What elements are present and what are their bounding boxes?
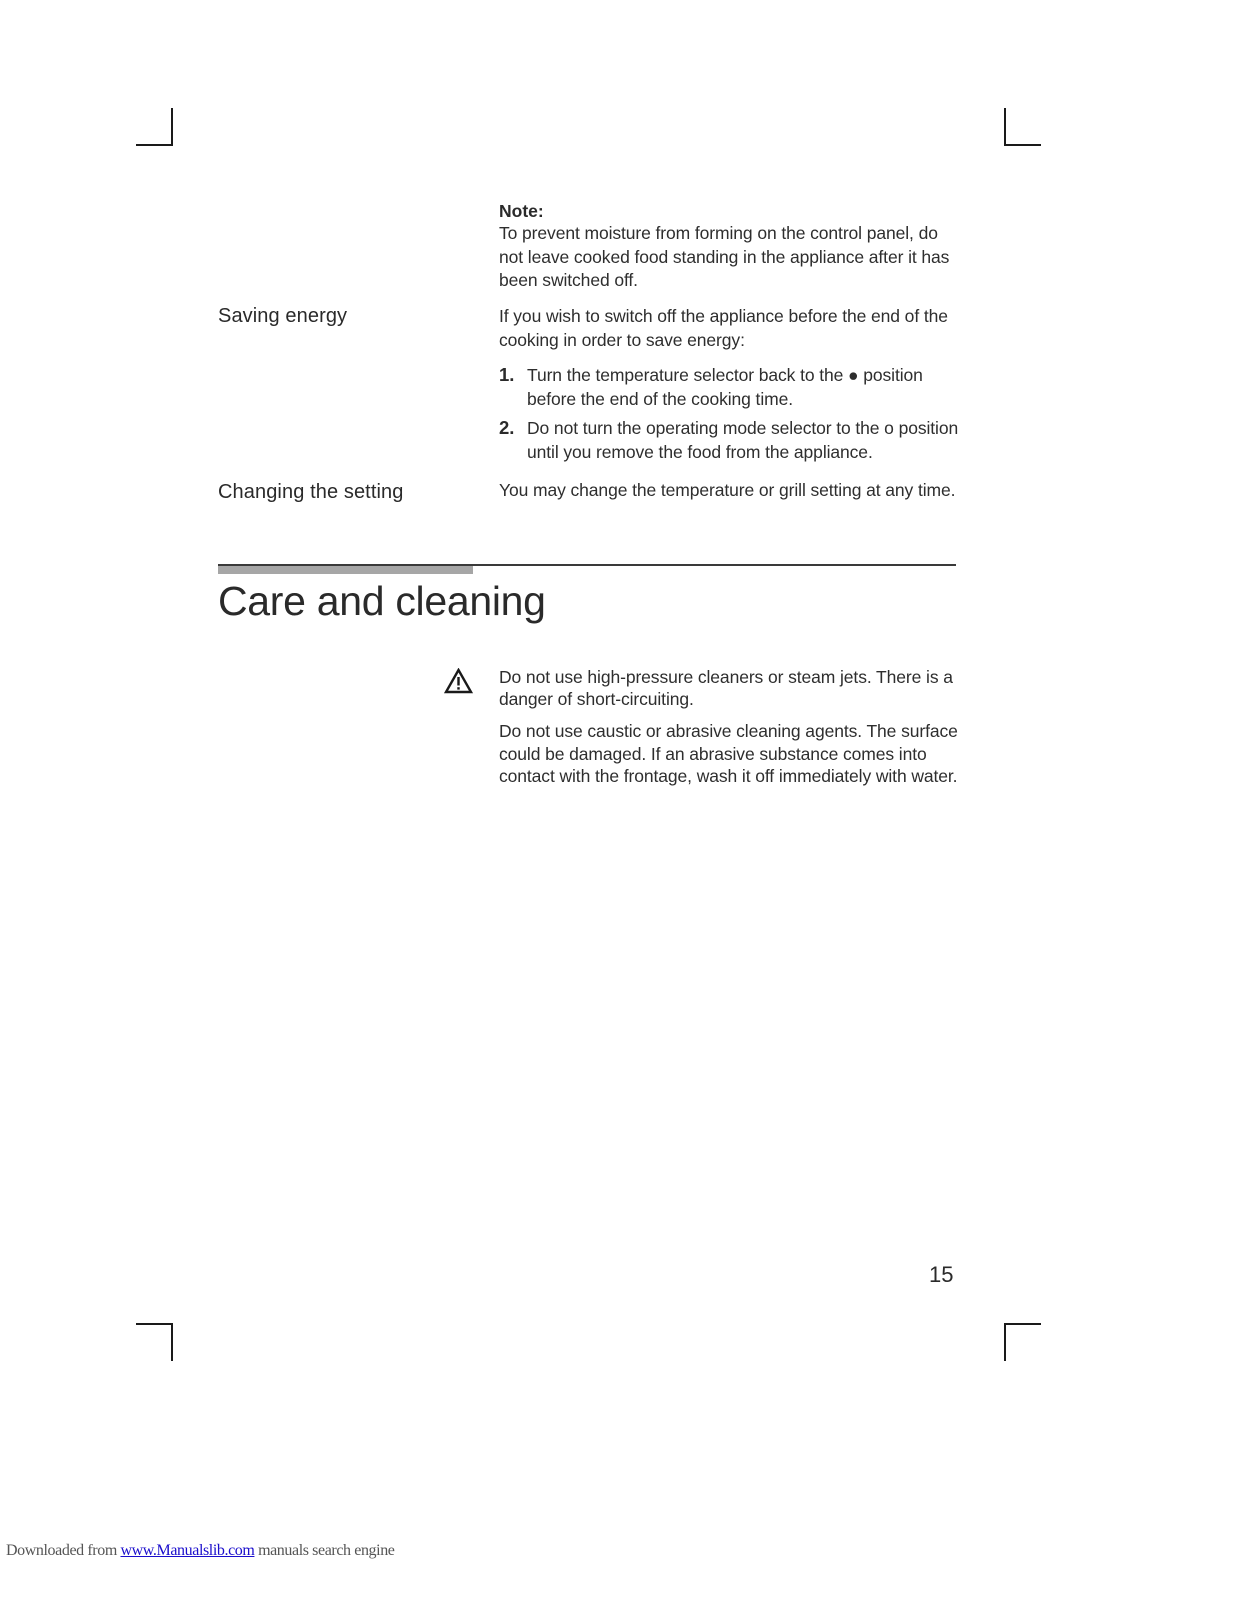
changing-setting-label: Changing the setting — [218, 481, 404, 503]
step-text — [527, 363, 967, 411]
note-line-2: not leave cooked food standing in the appliance after it has — [499, 246, 950, 267]
caustic-line-1: Do not use caustic or abrasive cleaning agents. The surface — [499, 721, 958, 741]
step-1-line-1: Turn the temperature selector back to the ● position — [527, 365, 923, 385]
note-title: Note: — [499, 201, 544, 221]
crop-mark-top-right-v — [1004, 108, 1006, 146]
caustic-text — [499, 720, 969, 788]
footer-suffix: manuals search engine — [258, 1542, 395, 1559]
warning-line-1: Do not use high-pressure cleaners or steam jets. There is a — [499, 667, 953, 687]
warning-line-2: danger of short-circuiting. — [499, 689, 694, 709]
note-line-3: been switched off. — [499, 270, 638, 290]
step-2-line-2: until you remove the food from the appliance. — [527, 442, 873, 462]
page-number: 15 — [929, 1262, 954, 1287]
download-footer — [6, 1542, 395, 1560]
crop-mark-top-right-h — [1004, 144, 1041, 146]
step-2-line-1: Do not turn the operating mode selector to the o position — [527, 418, 959, 438]
crop-mark-bottom-left-v — [171, 1323, 173, 1361]
saving-energy-intro-line-2: cooking in order to save energy: — [499, 329, 745, 350]
warning-text — [499, 666, 969, 710]
crop-mark-bottom-right-h — [1004, 1323, 1041, 1325]
caustic-line-3: contact with the frontage, wash it off immediately with water. — [499, 766, 958, 786]
note-line-1: To prevent moisture from forming on the control panel, do — [499, 223, 938, 243]
crop-mark-bottom-right-v — [1004, 1323, 1006, 1361]
warning-triangle-icon — [444, 668, 473, 694]
caustic-line-2: could be damaged. If an abrasive substance comes into — [499, 743, 927, 764]
crop-mark-bottom-left-h — [136, 1323, 173, 1325]
crop-mark-top-left-h — [136, 144, 173, 146]
step-number: 1. — [499, 364, 515, 385]
step-1-line-2: before the end of the cooking time. — [527, 389, 793, 409]
section-rule-line — [218, 564, 956, 566]
section-heading: Care and cleaning — [218, 578, 546, 624]
step-text — [527, 416, 967, 464]
step-number: 2. — [499, 417, 515, 438]
saving-energy-intro-line-1: If you wish to switch off the appliance before the end of the — [499, 306, 948, 326]
footer-prefix: Downloaded from — [6, 1542, 117, 1559]
saving-energy-intro — [499, 305, 969, 352]
note-text — [499, 222, 969, 293]
changing-setting-text: You may change the temperature or grill setting at any time. — [499, 480, 956, 500]
manualslib-link[interactable]: www.Manualslib.com — [120, 1542, 255, 1559]
crop-mark-top-left-v — [171, 108, 173, 146]
saving-energy-label: Saving energy — [218, 305, 348, 327]
section-rule-accent — [218, 566, 473, 574]
